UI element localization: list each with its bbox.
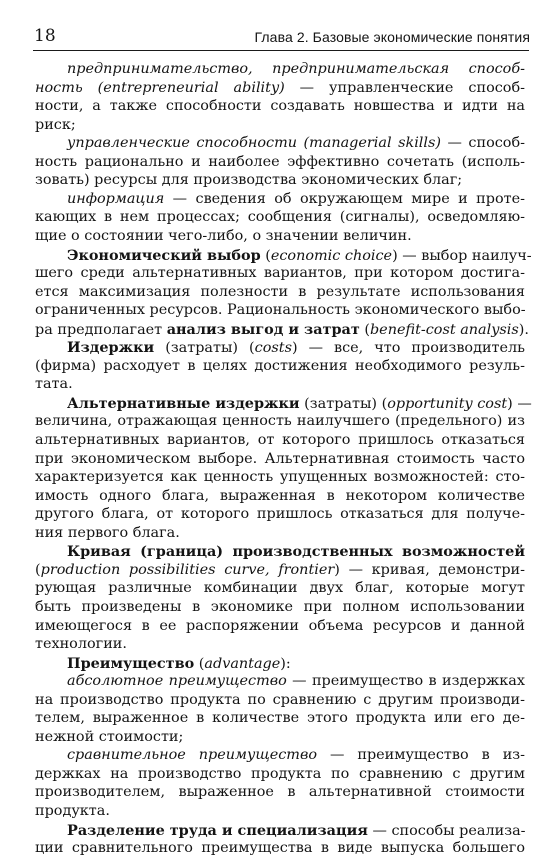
text-line xyxy=(35,431,525,450)
text-run: ( xyxy=(260,247,271,264)
text-run: имеющегося в ее распоряжении объема ресурсов и данной xyxy=(35,617,525,634)
text-run: ется максимизация полезности в результате использования xyxy=(35,283,525,300)
text-run: тата. xyxy=(35,376,73,393)
bold-term: Кривая (граница) производственных возможностей xyxy=(67,543,525,561)
italic-term: production possibilities curve, frontier xyxy=(40,561,335,578)
text-run: альтернативных вариантов, от которого пришлось отказаться xyxy=(35,432,525,448)
text-run: ( xyxy=(194,655,205,672)
text-line xyxy=(35,283,525,302)
text-run: ) — все, что производитель xyxy=(291,340,525,357)
text-run: — сведения об окружающем мире и проте- xyxy=(164,190,525,207)
text-run: другого блага, от которого пришлось отказаться для получе- xyxy=(35,506,525,523)
italic-term: economic choice xyxy=(270,247,393,264)
text-run: ) — выбор наилуч- xyxy=(392,247,532,264)
text-run: рующая различные комбинации двух благ, которые могут xyxy=(35,580,525,597)
text-line xyxy=(35,171,525,190)
bold-term: Преимущество xyxy=(67,654,195,672)
text-line xyxy=(67,654,525,674)
text-run: ния первого блага. xyxy=(35,524,180,541)
text-line xyxy=(67,672,525,691)
text-run: продукта. xyxy=(35,803,110,819)
bold-term: Экономический выбор xyxy=(67,246,261,264)
text-line xyxy=(35,412,525,431)
text-run: ( xyxy=(35,561,41,578)
italic-term: информация xyxy=(67,190,165,207)
text-line xyxy=(35,505,525,524)
text-run: быть произведены в экономике при полном использовании xyxy=(35,598,525,615)
text-line xyxy=(35,153,525,172)
italic-term: advantage xyxy=(204,655,281,672)
italic-term: costs xyxy=(254,340,292,357)
text-line xyxy=(35,728,525,747)
text-line xyxy=(67,338,525,358)
text-run: производителем, выраженное в альтернативной стоимости xyxy=(35,784,525,801)
text-run: ( xyxy=(359,321,370,338)
text-line xyxy=(35,635,525,654)
text-line xyxy=(35,765,525,784)
text-line xyxy=(35,617,525,636)
running-title: Глава 2. Базовые экономические понятия xyxy=(254,29,530,45)
text-run: нежной стоимости; xyxy=(35,728,184,745)
italic-term: управленческие способности (managerial skills) xyxy=(67,135,441,152)
text-line xyxy=(35,375,525,394)
bold-term: Альтернативные издержки xyxy=(67,394,300,412)
text-line xyxy=(35,301,525,320)
text-run: кающих в нем процессах; сообщения (сигналы), осведомляю- xyxy=(35,209,525,226)
text-run: ) — кривая, демонстри- xyxy=(334,561,525,578)
text-run: — управленческие способ- xyxy=(284,79,525,96)
text-line xyxy=(67,746,525,765)
italic-term: ность (entrepreneurial ability) xyxy=(35,79,285,96)
italic-term: предпринимательство, предпринимательская способ- xyxy=(67,61,525,77)
text-line xyxy=(35,97,525,116)
bold-term: Издержки xyxy=(67,339,155,357)
text-line xyxy=(35,116,525,135)
text-run: ограниченных ресурсов. Рациональность экономического выбо- xyxy=(35,302,526,319)
text-run: на производство продукта по сравнению с другим производи- xyxy=(35,691,525,708)
text-line xyxy=(67,246,532,266)
text-line xyxy=(67,542,525,562)
text-run: ции сравнительного преимущества в виде выпуска большего xyxy=(35,840,525,857)
text-run: — способ- xyxy=(441,135,525,152)
text-line xyxy=(35,802,525,821)
text-line xyxy=(67,134,525,153)
bold-term: Разделение труда и специализация xyxy=(67,821,368,839)
text-line xyxy=(35,839,525,858)
text-run: (затраты) ( xyxy=(154,340,255,357)
text-line xyxy=(35,450,525,469)
text-run: при экономическом выборе. Альтернативная стоимость часто xyxy=(35,450,525,467)
text-line xyxy=(35,264,525,283)
text-line xyxy=(35,598,525,617)
text-line xyxy=(35,524,525,543)
text-line xyxy=(67,60,525,79)
text-run: (фирма) расходует в целях достижения необходимого резуль- xyxy=(35,357,525,374)
text-line xyxy=(35,79,525,98)
text-line xyxy=(67,190,525,209)
text-run: (затраты) ( xyxy=(299,395,388,412)
text-run: ра предполагает xyxy=(35,321,167,338)
text-line xyxy=(35,320,529,340)
text-line xyxy=(35,487,525,506)
italic-term: абсолютное преимущество xyxy=(67,673,287,690)
text-run: величина, отражающая ценность наилучшего (предельного) из xyxy=(35,413,525,430)
text-run: щие о состоянии чего-либо, о значении величин. xyxy=(35,227,412,244)
text-line xyxy=(35,579,525,598)
text-line xyxy=(35,208,525,227)
text-line xyxy=(35,227,525,246)
page-number: 18 xyxy=(34,26,56,46)
text-run: ) — xyxy=(507,395,532,412)
text-run: телем, выраженное в количестве этого продукта или его де- xyxy=(35,710,525,727)
italic-term: opportunity cost xyxy=(387,395,508,412)
text-run: ность рационально и наиболее эффективно сочетать (исполь- xyxy=(35,153,525,170)
bold-term: анализ выгод и затрат xyxy=(166,320,360,338)
text-run: имость одного блага, выраженная в некотором количестве xyxy=(35,487,525,504)
text-run: держках на производство продукта по сравнению с другим xyxy=(35,765,525,782)
text-run: — преимущество в из- xyxy=(317,747,525,764)
text-run: ): xyxy=(280,655,291,672)
text-run: ). xyxy=(518,321,529,338)
text-line xyxy=(67,394,532,414)
text-line xyxy=(35,709,525,728)
text-run: ности, а также способности создавать новшества и идти на xyxy=(35,98,525,115)
text-run: технологии. xyxy=(35,636,127,653)
text-run: — преимущество в издержках xyxy=(286,673,525,690)
text-run: зовать) ресурсы для производства экономических благ; xyxy=(35,172,463,189)
text-line xyxy=(35,468,525,487)
italic-term: сравнительное преимущество xyxy=(67,747,317,764)
text-run: шего среди альтернативных вариантов, при котором достига- xyxy=(35,265,525,282)
text-line xyxy=(35,561,525,580)
text-run: — способы реализа- xyxy=(367,822,526,839)
text-run: характеризуется как ценность упущенных возможностей: сто- xyxy=(35,469,525,486)
text-run: риск; xyxy=(35,116,76,133)
text-line xyxy=(35,691,525,710)
text-line xyxy=(35,783,525,802)
italic-term: benefit-cost analysis xyxy=(369,321,519,338)
text-line xyxy=(35,357,525,376)
